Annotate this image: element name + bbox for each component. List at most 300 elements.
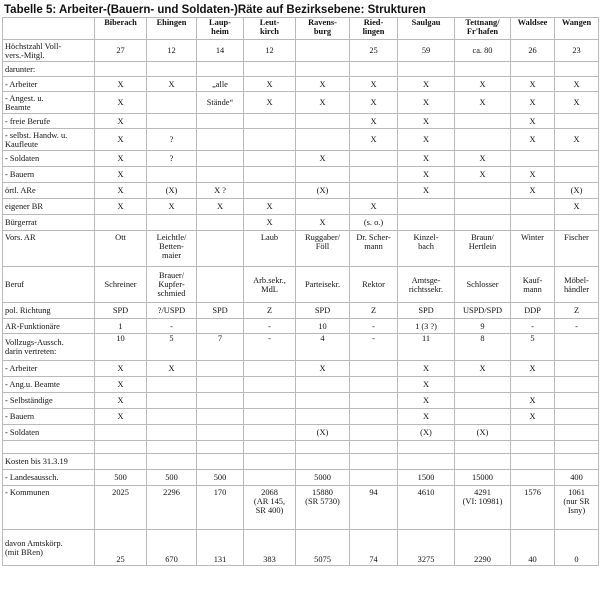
- table-cell: 0: [555, 530, 599, 566]
- table-cell: [197, 267, 244, 303]
- table-cell: [244, 114, 296, 129]
- table-cell: 74: [350, 530, 398, 566]
- table-cell: [511, 441, 555, 454]
- table-cell: [244, 377, 296, 393]
- table-cell: [197, 409, 244, 425]
- table-cell: [147, 114, 197, 129]
- table-cell: [197, 231, 244, 267]
- table-row: [3, 167, 599, 183]
- table-cell: -: [555, 319, 599, 334]
- table-row: [3, 425, 599, 441]
- table-cell: ca. 80: [455, 40, 511, 62]
- table-cell: X: [455, 92, 511, 114]
- table-cell: Stände“: [197, 92, 244, 114]
- table-cell: 5: [511, 334, 555, 361]
- table-cell: X: [398, 361, 455, 377]
- table-cell: DDP: [511, 303, 555, 319]
- table-cell: 1500: [398, 470, 455, 486]
- table-row: [3, 409, 599, 425]
- table-cell: X: [350, 114, 398, 129]
- table-cell: [455, 183, 511, 199]
- table-cell: [511, 62, 555, 77]
- table-cell: 15000: [455, 470, 511, 486]
- table-cell: 40: [511, 530, 555, 566]
- row-label: - Arbeiter: [3, 77, 95, 92]
- table-row: [3, 129, 599, 151]
- table-cell: [95, 215, 147, 231]
- table-cell: Möbel- händler: [555, 267, 599, 303]
- row-label: - Soldaten: [3, 425, 95, 441]
- table-cell: [511, 454, 555, 470]
- column-header: Saulgau: [398, 18, 455, 40]
- row-label: darunter:: [3, 62, 95, 77]
- table-cell: [296, 454, 350, 470]
- table-cell: [398, 62, 455, 77]
- table-cell: ?: [147, 151, 197, 167]
- row-label: örtl. ARe: [3, 183, 95, 199]
- table-cell: [95, 62, 147, 77]
- table-cell: X: [350, 92, 398, 114]
- table-row: [3, 361, 599, 377]
- table-cell: X: [398, 92, 455, 114]
- table-cell: ?: [147, 129, 197, 151]
- table-cell: [511, 151, 555, 167]
- table-cell: [147, 167, 197, 183]
- table-cell: [197, 151, 244, 167]
- table-cell: [147, 377, 197, 393]
- table-cell: X: [296, 151, 350, 167]
- table-cell: -: [147, 319, 197, 334]
- table-cell: [244, 441, 296, 454]
- table-cell: (X): [296, 425, 350, 441]
- table-cell: [555, 441, 599, 454]
- table-cell: 2290: [455, 530, 511, 566]
- table-cell: [197, 377, 244, 393]
- table-cell: 10: [95, 334, 147, 361]
- table-row: [3, 62, 599, 77]
- table-cell: [197, 167, 244, 183]
- table-cell: [147, 92, 197, 114]
- table-cell: [296, 62, 350, 77]
- table-cell: [455, 215, 511, 231]
- table-cell: 1576: [511, 486, 555, 530]
- table-cell: [555, 425, 599, 441]
- column-header: Leut- kirch: [244, 18, 296, 40]
- table-cell: Winter: [511, 231, 555, 267]
- table-cell: X ?: [197, 183, 244, 199]
- table-cell: X: [244, 77, 296, 92]
- table-cell: 2296: [147, 486, 197, 530]
- table-cell: X: [95, 393, 147, 409]
- table-cell: [350, 183, 398, 199]
- table-cell: X: [555, 77, 599, 92]
- table-cell: Braun/ Hertlein: [455, 231, 511, 267]
- table-cell: (X): [147, 183, 197, 199]
- table-row: [3, 303, 599, 319]
- table-cell: 8: [455, 334, 511, 361]
- table-cell: [455, 441, 511, 454]
- table-cell: [555, 393, 599, 409]
- table-body: [3, 40, 599, 566]
- table-cell: 1061 (nur SR Isny): [555, 486, 599, 530]
- table-cell: [350, 151, 398, 167]
- table-cell: [350, 377, 398, 393]
- table-cell: [455, 199, 511, 215]
- table-cell: (X): [398, 425, 455, 441]
- table-cell: Ruggaber/ Föll: [296, 231, 350, 267]
- row-label: - Arbeiter: [3, 361, 95, 377]
- table-cell: Parteisekr.: [296, 267, 350, 303]
- row-label: - Angest. u. Beamte: [3, 92, 95, 114]
- table-cell: [350, 167, 398, 183]
- row-label: - Bauern: [3, 167, 95, 183]
- table-cell: X: [398, 129, 455, 151]
- table-cell: [244, 151, 296, 167]
- table-cell: X: [398, 183, 455, 199]
- table-cell: [197, 361, 244, 377]
- table-cell: [296, 167, 350, 183]
- table-cell: [555, 334, 599, 361]
- table-cell: [455, 114, 511, 129]
- table-cell: [147, 409, 197, 425]
- table-cell: X: [398, 409, 455, 425]
- table-cell: X: [147, 361, 197, 377]
- table-cell: USPD/SPD: [455, 303, 511, 319]
- table-cell: [296, 40, 350, 62]
- table-cell: X: [296, 77, 350, 92]
- table-row: [3, 231, 599, 267]
- table-cell: [398, 441, 455, 454]
- table-cell: [244, 470, 296, 486]
- table-row: [3, 215, 599, 231]
- table-cell: X: [398, 393, 455, 409]
- table-cell: 3275: [398, 530, 455, 566]
- table-cell: Laub: [244, 231, 296, 267]
- table-row: [3, 40, 599, 62]
- column-header: Waldsee: [511, 18, 555, 40]
- table-cell: X: [511, 393, 555, 409]
- table-cell: X: [350, 199, 398, 215]
- table-cell: [455, 377, 511, 393]
- table-cell: Kauf- mann: [511, 267, 555, 303]
- table-cell: X: [511, 129, 555, 151]
- table-cell: 7: [197, 334, 244, 361]
- table-cell: [511, 199, 555, 215]
- table-cell: Rektor: [350, 267, 398, 303]
- table-cell: [197, 393, 244, 409]
- row-label: - Selbständige: [3, 393, 95, 409]
- table-row: [3, 530, 599, 566]
- table-cell: [511, 215, 555, 231]
- table-row: [3, 393, 599, 409]
- table-row: [3, 151, 599, 167]
- table-cell: Brauer/ Kupfer- schmied: [147, 267, 197, 303]
- table-cell: [555, 409, 599, 425]
- table-cell: X: [296, 92, 350, 114]
- table-cell: X: [244, 92, 296, 114]
- table-cell: 500: [95, 470, 147, 486]
- table-cell: 383: [244, 530, 296, 566]
- table-cell: [555, 114, 599, 129]
- table-cell: [511, 425, 555, 441]
- table-cell: [197, 441, 244, 454]
- column-header: Laup- heim: [197, 18, 244, 40]
- table-cell: X: [95, 92, 147, 114]
- table-cell: [95, 454, 147, 470]
- table-cell: [350, 454, 398, 470]
- table-cell: [350, 470, 398, 486]
- column-header: Ehingen: [147, 18, 197, 40]
- table-cell: [197, 215, 244, 231]
- row-label: - Landesaussch.: [3, 470, 95, 486]
- column-header: Wangen: [555, 18, 599, 40]
- table-cell: X: [555, 92, 599, 114]
- table-cell: X: [95, 377, 147, 393]
- table-cell: SPD: [296, 303, 350, 319]
- table-cell: 94: [350, 486, 398, 530]
- table-cell: [147, 62, 197, 77]
- table-cell: X: [95, 77, 147, 92]
- table-cell: X: [511, 114, 555, 129]
- table-cell: (X): [555, 183, 599, 199]
- table-cell: [244, 454, 296, 470]
- table-cell: 4610: [398, 486, 455, 530]
- table-cell: [455, 62, 511, 77]
- table-cell: [197, 62, 244, 77]
- table-cell: [296, 441, 350, 454]
- table-cell: X: [95, 183, 147, 199]
- table-cell: X: [296, 215, 350, 231]
- row-label: Kosten bis 31.3.19: [3, 454, 95, 470]
- table-cell: [197, 425, 244, 441]
- table-row: [3, 441, 599, 454]
- column-header: Ravens- burg: [296, 18, 350, 40]
- table-cell: Ott: [95, 231, 147, 267]
- table-cell: X: [455, 361, 511, 377]
- table-cell: Arb.sekr., MdL: [244, 267, 296, 303]
- table-cell: SPD: [398, 303, 455, 319]
- table-cell: 1 (3 ?): [398, 319, 455, 334]
- table-cell: [296, 129, 350, 151]
- table-cell: 500: [197, 470, 244, 486]
- table-cell: -: [244, 319, 296, 334]
- table-row: [3, 183, 599, 199]
- table-cell: X: [511, 92, 555, 114]
- table-cell: 27: [95, 40, 147, 62]
- table-cell: [555, 151, 599, 167]
- table-row: [3, 470, 599, 486]
- table-cell: 11: [398, 334, 455, 361]
- table-cell: [511, 377, 555, 393]
- table-cell: X: [244, 215, 296, 231]
- column-header: Ried- lingen: [350, 18, 398, 40]
- table-cell: (X): [296, 183, 350, 199]
- table-cell: [511, 470, 555, 486]
- table-cell: [244, 425, 296, 441]
- table-row: [3, 377, 599, 393]
- table-cell: [350, 393, 398, 409]
- row-label: - Ang.u. Beamte: [3, 377, 95, 393]
- table-cell: X: [95, 361, 147, 377]
- table-cell: 59: [398, 40, 455, 62]
- column-header: Tettnang/ Fr'hafen: [455, 18, 511, 40]
- table-cell: 12: [147, 40, 197, 62]
- table-cell: Z: [244, 303, 296, 319]
- table-cell: [350, 425, 398, 441]
- table-cell: [455, 129, 511, 151]
- row-label: Bürgerrat: [3, 215, 95, 231]
- table-cell: [455, 454, 511, 470]
- table-cell: [244, 129, 296, 151]
- table-cell: [244, 62, 296, 77]
- table-row: [3, 319, 599, 334]
- table-cell: 4291 (VI: 10981): [455, 486, 511, 530]
- table-cell: 15880 (SR 5730): [296, 486, 350, 530]
- table-cell: X: [455, 77, 511, 92]
- table-cell: X: [350, 129, 398, 151]
- table-cell: [455, 409, 511, 425]
- table-cell: Fischer: [555, 231, 599, 267]
- table-cell: X: [398, 151, 455, 167]
- structures-table: [2, 17, 599, 566]
- table-row: [3, 486, 599, 530]
- table-cell: X: [555, 129, 599, 151]
- table-cell: ?/USPD: [147, 303, 197, 319]
- row-label: - selbst. Handw. u. Kaufleute: [3, 129, 95, 151]
- row-label: - freie Berufe: [3, 114, 95, 129]
- table-cell: [147, 454, 197, 470]
- table-cell: [244, 183, 296, 199]
- table-cell: [398, 199, 455, 215]
- table-cell: X: [511, 183, 555, 199]
- table-cell: 23: [555, 40, 599, 62]
- table-cell: SPD: [95, 303, 147, 319]
- table-cell: X: [398, 167, 455, 183]
- table-cell: 131: [197, 530, 244, 566]
- table-cell: 670: [147, 530, 197, 566]
- table-row: [3, 92, 599, 114]
- table-cell: Schreiner: [95, 267, 147, 303]
- table-cell: Leichtle/ Betten- maier: [147, 231, 197, 267]
- table-cell: [197, 114, 244, 129]
- table-cell: X: [95, 151, 147, 167]
- table-cell: 1: [95, 319, 147, 334]
- table-cell: [95, 425, 147, 441]
- table-cell: [296, 114, 350, 129]
- table-cell: 500: [147, 470, 197, 486]
- table-cell: 26: [511, 40, 555, 62]
- table-cell: 12: [244, 40, 296, 62]
- table-cell: X: [244, 199, 296, 215]
- table-cell: X: [95, 114, 147, 129]
- table-cell: X: [398, 114, 455, 129]
- table-cell: X: [455, 151, 511, 167]
- table-cell: [197, 129, 244, 151]
- table-cell: X: [95, 129, 147, 151]
- table-cell: 4: [296, 334, 350, 361]
- table-cell: [555, 167, 599, 183]
- table-cell: Kinzel- bach: [398, 231, 455, 267]
- table-cell: 25: [350, 40, 398, 62]
- table-cell: Dr. Scher- mann: [350, 231, 398, 267]
- table-cell: (X): [455, 425, 511, 441]
- table-cell: Z: [555, 303, 599, 319]
- table-cell: [197, 454, 244, 470]
- table-cell: [147, 215, 197, 231]
- table-cell: [555, 377, 599, 393]
- table-cell: 9: [455, 319, 511, 334]
- table-cell: 5000: [296, 470, 350, 486]
- column-header-blank: [3, 18, 95, 40]
- table-cell: X: [95, 199, 147, 215]
- table-cell: Amtsge- richtssekr.: [398, 267, 455, 303]
- table-cell: X: [95, 409, 147, 425]
- row-label: Beruf: [3, 267, 95, 303]
- table-cell: [95, 441, 147, 454]
- table-row: [3, 114, 599, 129]
- table-cell: [296, 409, 350, 425]
- row-label: - Bauern: [3, 409, 95, 425]
- row-label: Höchstzahl Voll- vers.-Mitgl.: [3, 40, 95, 62]
- table-cell: [398, 215, 455, 231]
- table-cell: [147, 393, 197, 409]
- row-label: - Kommunen: [3, 486, 95, 530]
- table-cell: X: [398, 77, 455, 92]
- table-cell: [398, 454, 455, 470]
- table-cell: Z: [350, 303, 398, 319]
- row-label: davon Amtskörp. (mit BRen): [3, 530, 95, 566]
- table-cell: „alle: [197, 77, 244, 92]
- table-cell: X: [95, 167, 147, 183]
- table-cell: [555, 454, 599, 470]
- table-cell: -: [350, 319, 398, 334]
- table-cell: 14: [197, 40, 244, 62]
- table-cell: [555, 215, 599, 231]
- table-row: [3, 454, 599, 470]
- table-cell: X: [511, 409, 555, 425]
- table-cell: X: [455, 167, 511, 183]
- row-label: - Soldaten: [3, 151, 95, 167]
- table-header-row: [3, 18, 599, 40]
- table-cell: [244, 361, 296, 377]
- table-cell: 5: [147, 334, 197, 361]
- table-cell: [244, 167, 296, 183]
- table-cell: [350, 361, 398, 377]
- table-cell: X: [511, 361, 555, 377]
- table-cell: -: [350, 334, 398, 361]
- table-row: [3, 77, 599, 92]
- table-cell: [147, 425, 197, 441]
- table-cell: (s. o.): [350, 215, 398, 231]
- table-cell: [350, 441, 398, 454]
- table-cell: 25: [95, 530, 147, 566]
- table-cell: [296, 199, 350, 215]
- table-cell: 5075: [296, 530, 350, 566]
- table-cell: 2025: [95, 486, 147, 530]
- table-cell: [244, 393, 296, 409]
- row-label: AR-Funktionäre: [3, 319, 95, 334]
- row-label: [3, 441, 95, 454]
- table-cell: 2068 (AR 145, SR 400): [244, 486, 296, 530]
- row-label: eigener BR: [3, 199, 95, 215]
- table-cell: 10: [296, 319, 350, 334]
- table-cell: [350, 62, 398, 77]
- table-cell: -: [511, 319, 555, 334]
- table-cell: X: [511, 77, 555, 92]
- table-cell: [244, 409, 296, 425]
- table-cell: 170: [197, 486, 244, 530]
- table-cell: [350, 409, 398, 425]
